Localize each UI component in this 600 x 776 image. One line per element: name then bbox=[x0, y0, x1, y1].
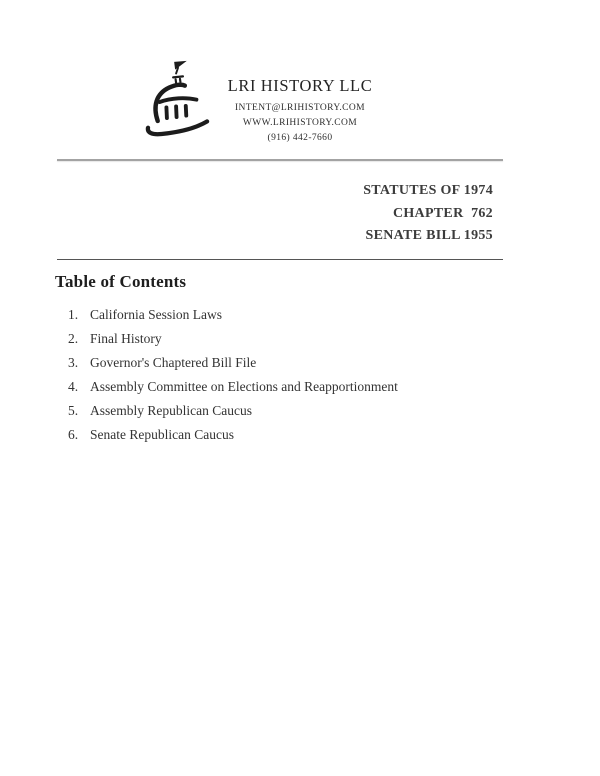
company-contact bbox=[180, 101, 420, 146]
toc-item-label: Final History bbox=[90, 331, 162, 346]
toc-item-number: 5. bbox=[68, 403, 79, 418]
statute-chapter: CHAPTER 762 bbox=[392, 205, 493, 221]
toc-item bbox=[68, 303, 398, 327]
company-website: WWW.LRIHISTORY.COM bbox=[242, 118, 358, 128]
toc-item bbox=[68, 423, 398, 447]
statute-bill: SENATE BILL 1955 bbox=[365, 228, 493, 243]
statute-year: STATUTES OF 1974 bbox=[363, 183, 493, 198]
toc-item-label: Assembly Republican Caucus bbox=[90, 403, 252, 418]
toc-item bbox=[68, 351, 398, 375]
toc-item bbox=[68, 399, 398, 423]
toc-item-number: 3. bbox=[68, 355, 79, 370]
toc-title: Table of Contents bbox=[55, 272, 187, 291]
toc-list bbox=[68, 303, 398, 447]
toc-item-label: Senate Republican Caucus bbox=[90, 427, 234, 442]
company-phone: (916) 442-7660 bbox=[267, 133, 333, 143]
toc-item bbox=[68, 327, 398, 351]
toc-item-label: Governor's Chaptered Bill File bbox=[90, 355, 257, 370]
toc-item bbox=[68, 375, 398, 399]
statute-reference bbox=[363, 180, 493, 248]
toc-item-number: 4. bbox=[68, 379, 79, 394]
toc-item-label: California Session Laws bbox=[90, 307, 222, 322]
statute-divider-line bbox=[57, 259, 503, 260]
company-name: LRI HISTORY LLC bbox=[227, 76, 373, 95]
toc-item-number: 1. bbox=[68, 307, 79, 322]
header-divider-line bbox=[57, 159, 503, 161]
company-email: INTENT@LRIHISTORY.COM bbox=[234, 103, 365, 113]
toc-item-label: Assembly Committee on Elections and Reapportionment bbox=[90, 379, 398, 394]
toc-item-number: 6. bbox=[68, 427, 79, 442]
toc-item-number: 2. bbox=[68, 331, 79, 346]
letterhead bbox=[180, 76, 420, 146]
